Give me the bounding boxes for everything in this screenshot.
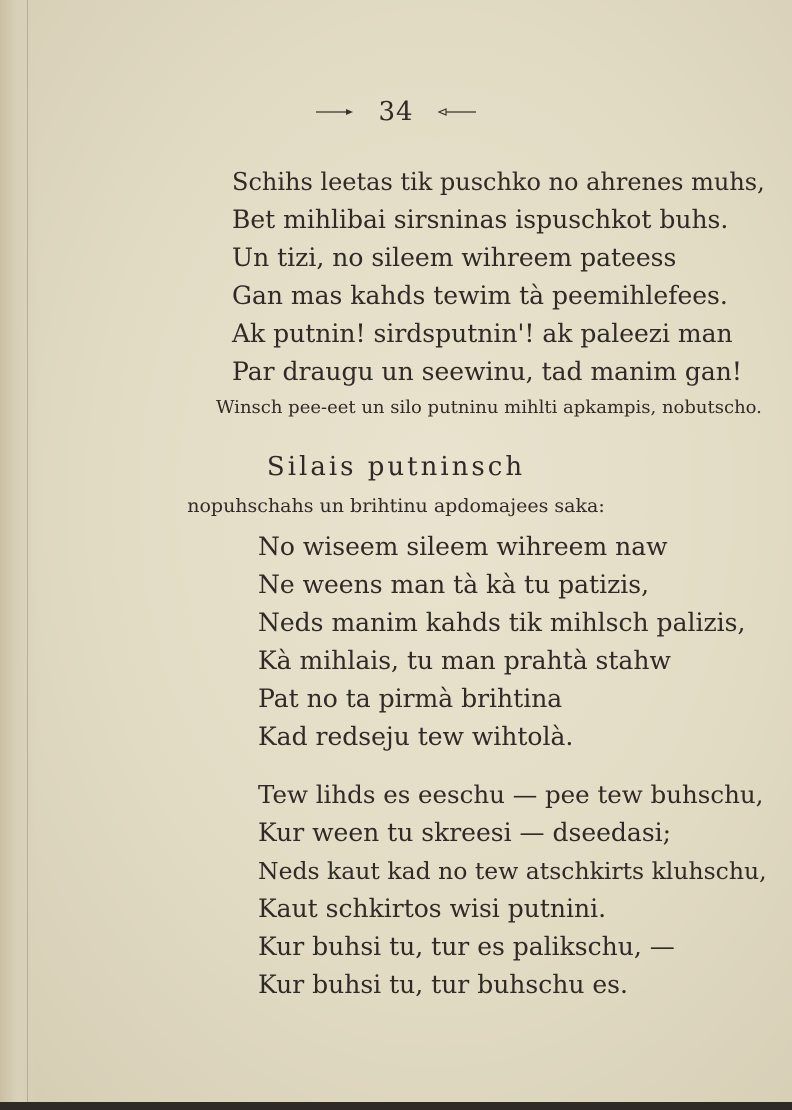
stage-direction: Winsch pee-eet un silo putninu mihlti apkampis, nobutscho. <box>216 397 762 418</box>
poem-line: Tew lihds es eeschu — pee tew buhschu, <box>258 780 764 809</box>
poem-line: Schihs leetas tik puschko no ahrenes muhs, <box>232 168 765 196</box>
section-title: Silais putninsch <box>266 452 526 482</box>
page-header <box>0 92 792 132</box>
binding-crease <box>27 0 28 1110</box>
poem-line: No wiseem sileem wihreem naw <box>258 532 668 561</box>
poem-line: Ak putnin! sirdsputnin'! ak paleezi man <box>232 319 733 348</box>
poem-line: Kur ween tu skreesi — dseedasi; <box>258 818 672 847</box>
left-arrow-ornament-icon <box>316 107 356 117</box>
poem-line: Kad redseju tew wihtolà. <box>258 722 574 751</box>
poem-line: Ne weens man tà kà tu patizis, <box>258 570 650 599</box>
poem-line: Kà mihlais, tu man prahtà stahw <box>258 646 671 675</box>
poem-line: Kur buhsi tu, tur buhschu es. <box>258 970 628 999</box>
right-arrow-ornament-icon <box>436 107 476 117</box>
poem-line: Gan mas kahds tewim tà peemihlefees. <box>232 281 728 310</box>
poem-line: Kur buhsi tu, tur es palikschu, — <box>258 932 675 961</box>
page-bottom-edge <box>0 1102 792 1110</box>
poem-line: Pat no ta pirmà brihtina <box>258 684 563 713</box>
page-binding-edge <box>0 0 38 1110</box>
poem-line: Kaut schkirtos wisi putnini. <box>258 894 607 923</box>
page-number: 34 <box>378 97 414 127</box>
poem-line: Bet mihlibai sirsninas ispuschkot buhs. <box>232 205 729 234</box>
poem-line: Par draugu un seewinu, tad manim gan! <box>232 357 742 386</box>
poem-line: Neds manim kahds tik mihlsch palizis, <box>258 608 746 637</box>
poem-line: Neds kaut kad no tew atschkirts kluhschu, <box>258 857 767 885</box>
poem-line: Un tizi, no sileem wihreem pateess <box>232 243 677 272</box>
section-subtitle: nopuhschahs un brihtinu apdomajees saka: <box>187 495 605 517</box>
